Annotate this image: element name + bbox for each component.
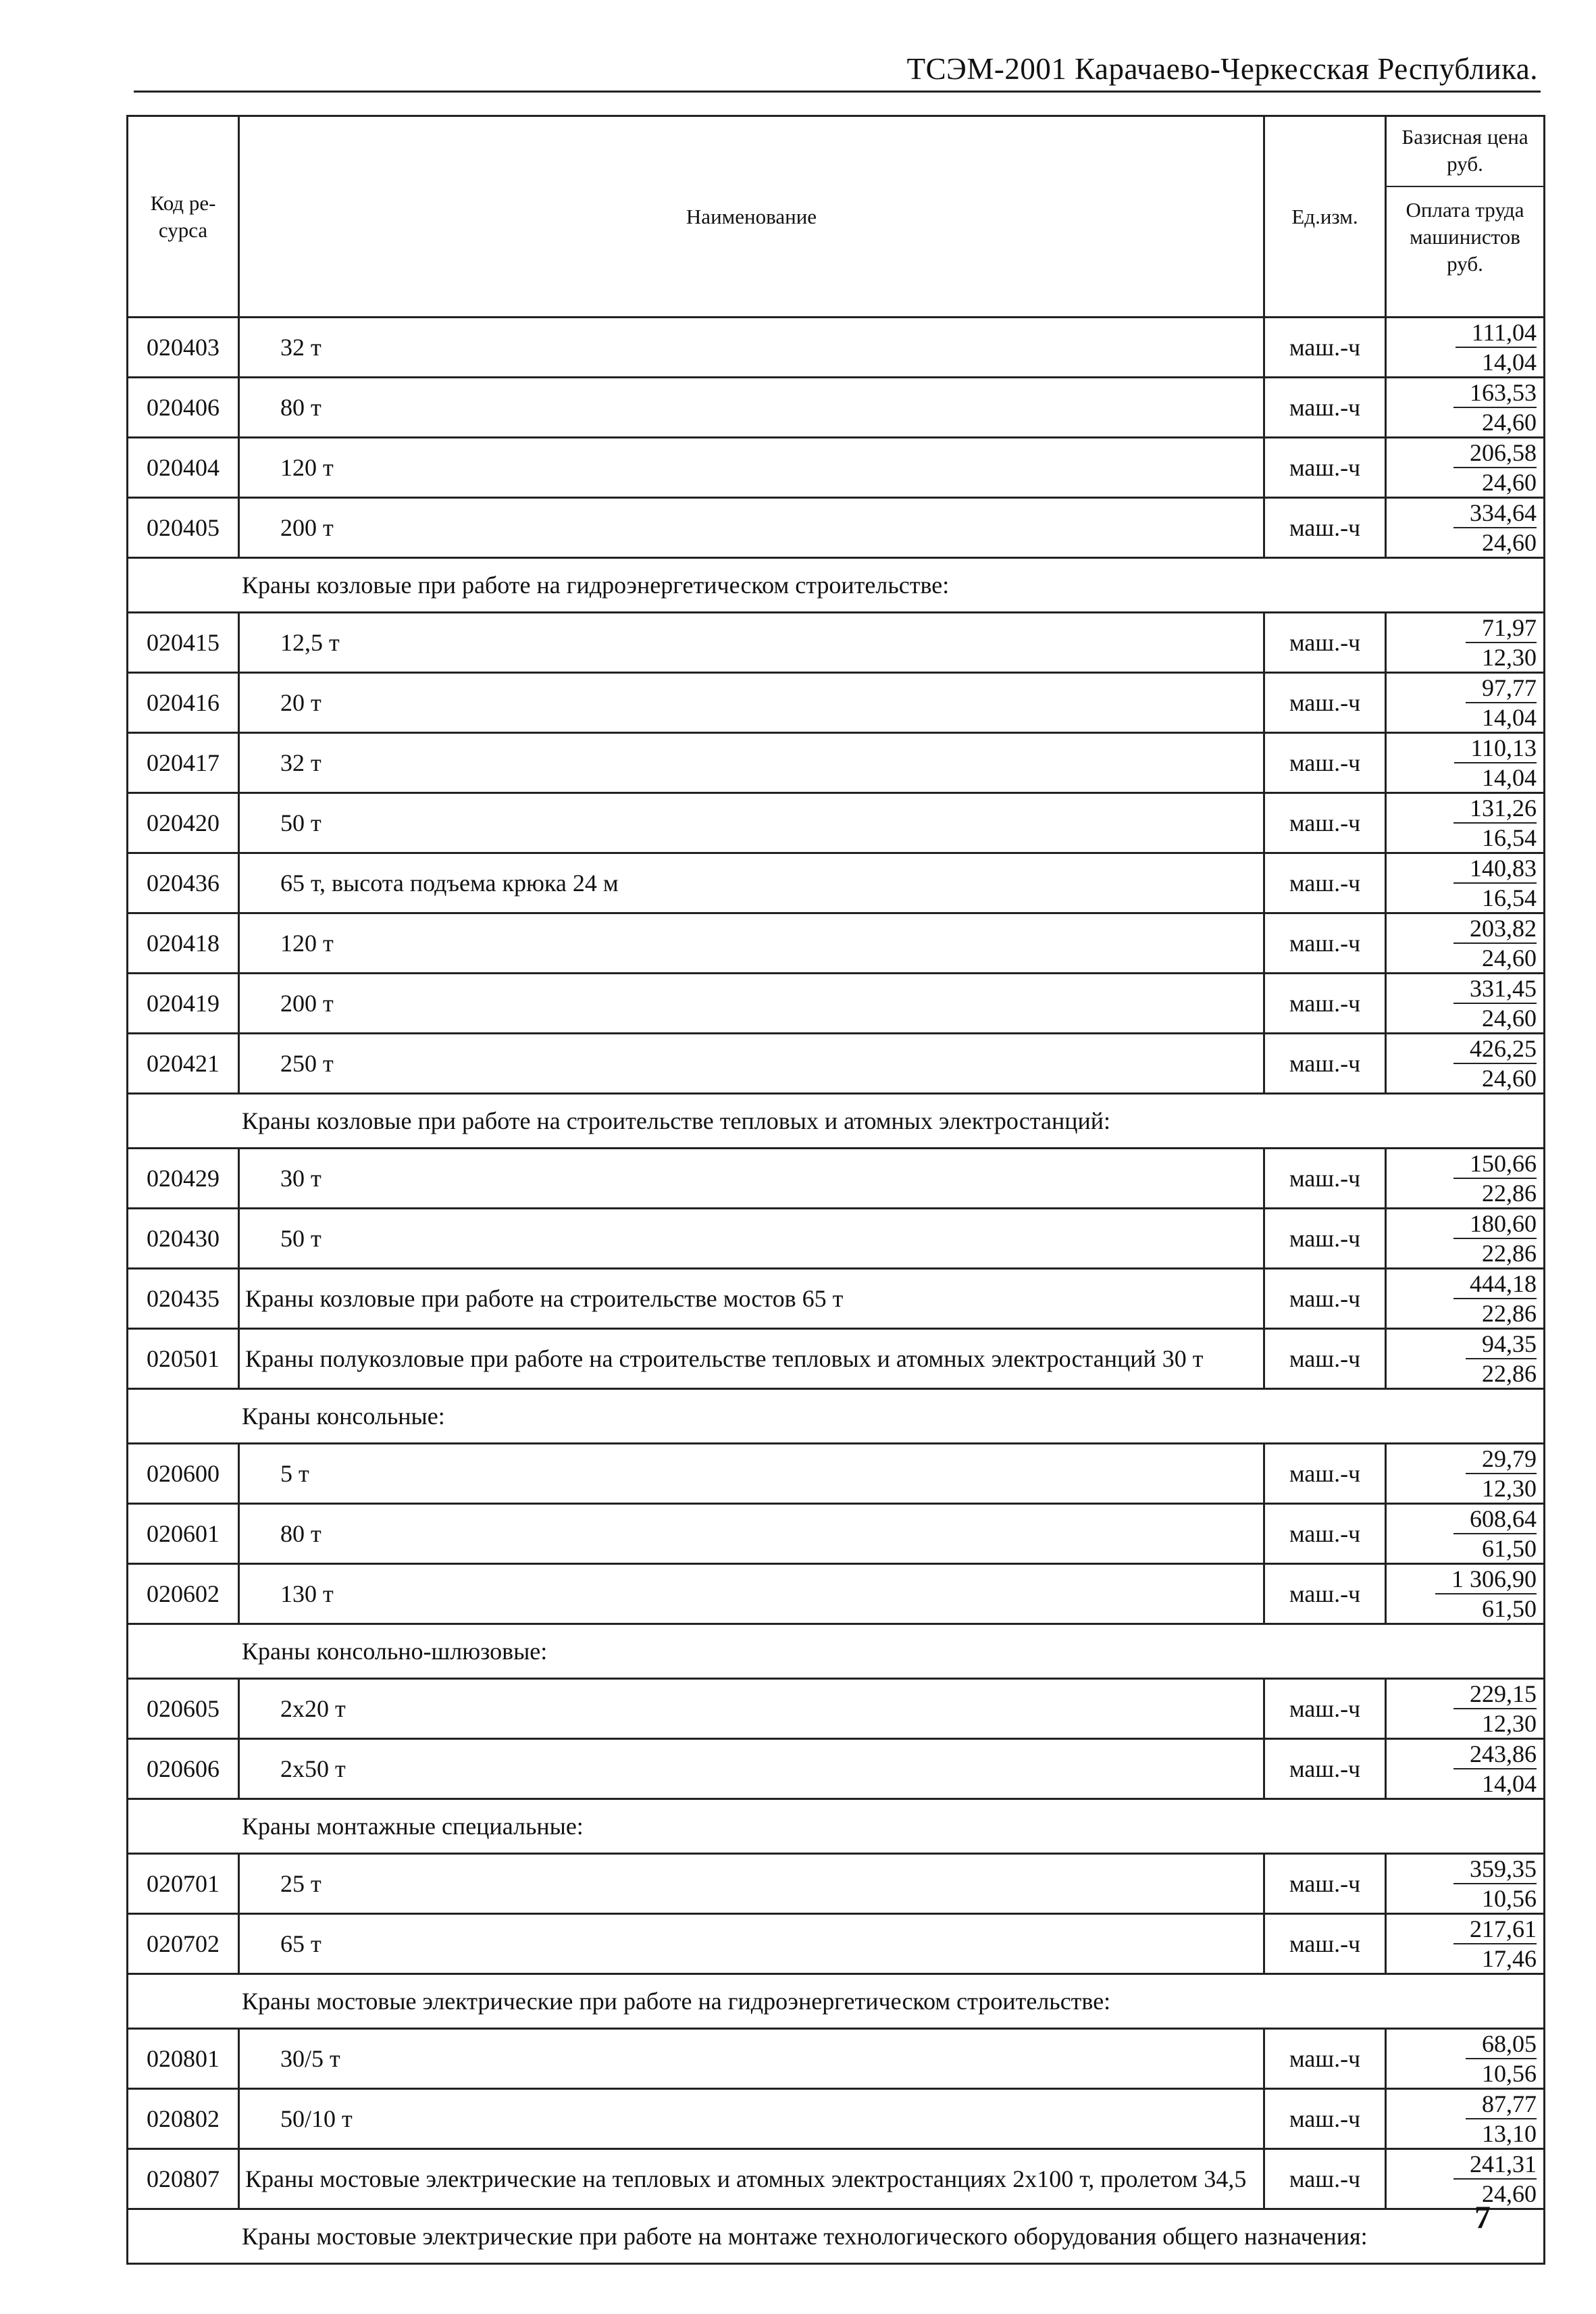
resource-name: 200 т <box>239 974 1264 1034</box>
resource-name: 25 т <box>239 1854 1264 1914</box>
section-title: Краны козловые при работе на строительстве тепловых и атомных электростанций: <box>128 1094 1545 1149</box>
table-row <box>128 1209 1545 1269</box>
base-price-value: 229,15 <box>1453 1680 1537 1709</box>
unit-cell: маш.-ч <box>1264 1269 1386 1329</box>
resource-name: 2х20 т <box>239 1679 1264 1739</box>
resource-name: 12,5 т <box>239 613 1264 673</box>
base-price-value: 163,53 <box>1453 378 1537 408</box>
unit-cell: маш.-ч <box>1264 1444 1386 1504</box>
price-cell <box>1386 2029 1545 2089</box>
resource-code: 020404 <box>128 438 239 498</box>
table-row <box>128 1269 1545 1329</box>
resource-name: 32 т <box>239 318 1264 378</box>
resource-name: Краны полукозловые при работе на строительстве тепловых и атомных электростанций 30 т <box>239 1329 1264 1389</box>
resource-code: 020416 <box>128 673 239 733</box>
unit-cell: маш.-ч <box>1264 974 1386 1034</box>
wage-value: 22,86 <box>1482 1300 1537 1327</box>
resource-name: 50 т <box>239 1209 1264 1269</box>
document-title: ТСЭМ-2001 Карачаево-Черкесская Республика. <box>906 52 1538 86</box>
unit-cell: маш.-ч <box>1264 2029 1386 2089</box>
unit-cell: маш.-ч <box>1264 1739 1386 1799</box>
table-row <box>128 1329 1545 1389</box>
header-code: Код ре-сурса <box>128 116 239 318</box>
unit-cell: маш.-ч <box>1264 1329 1386 1389</box>
resource-name: 65 т, высота подъема крюка 24 м <box>239 853 1264 913</box>
price-cell <box>1386 1739 1545 1799</box>
resource-code: 020601 <box>128 1504 239 1564</box>
header-price <box>1386 116 1545 318</box>
price-cell <box>1386 1914 1545 1974</box>
unit-cell: маш.-ч <box>1264 793 1386 853</box>
resource-code: 020605 <box>128 1679 239 1739</box>
resource-name: 250 т <box>239 1034 1264 1094</box>
table-row <box>128 2149 1545 2209</box>
price-cell <box>1386 2089 1545 2149</box>
section-row <box>128 558 1545 613</box>
wage-value: 10,56 <box>1482 1885 1537 1912</box>
section-title: Краны мостовые электрические при работе на монтаже технологического оборудования общего назначения: <box>128 2209 1545 2264</box>
base-price-value: 206,58 <box>1453 438 1537 468</box>
base-price-value: 29,79 <box>1466 1444 1537 1474</box>
section-row <box>128 1624 1545 1679</box>
base-price-value: 217,61 <box>1453 1915 1537 1944</box>
base-price-value: 426,25 <box>1453 1034 1537 1064</box>
base-price-value: 180,60 <box>1453 1209 1537 1239</box>
unit-cell: маш.-ч <box>1264 318 1386 378</box>
wage-value: 24,60 <box>1482 469 1537 496</box>
title-divider <box>134 91 1541 93</box>
wage-value: 12,30 <box>1482 1475 1537 1502</box>
base-price-value: 243,86 <box>1453 1740 1537 1769</box>
table-row <box>128 974 1545 1034</box>
resource-code: 020417 <box>128 733 239 793</box>
table-row <box>128 2029 1545 2089</box>
price-cell <box>1386 733 1545 793</box>
wage-value: 61,50 <box>1482 1595 1537 1622</box>
price-cell <box>1386 1679 1545 1739</box>
table-row <box>128 1679 1545 1739</box>
base-price-value: 1 306,90 <box>1435 1565 1537 1594</box>
wage-value: 14,04 <box>1482 349 1537 376</box>
wage-value: 24,60 <box>1482 409 1537 436</box>
section-title: Краны консольно-шлюзовые: <box>128 1624 1545 1679</box>
unit-cell: маш.-ч <box>1264 1149 1386 1209</box>
table-row <box>128 318 1545 378</box>
resource-code: 020702 <box>128 1914 239 1974</box>
price-cell <box>1386 793 1545 853</box>
base-price-value: 94,35 <box>1466 1330 1537 1359</box>
resource-code: 020419 <box>128 974 239 1034</box>
section-row <box>128 2209 1545 2264</box>
wage-value: 61,50 <box>1482 1535 1537 1562</box>
wage-value: 14,04 <box>1482 764 1537 791</box>
unit-cell: маш.-ч <box>1264 498 1386 558</box>
table-row <box>128 1504 1545 1564</box>
unit-cell: маш.-ч <box>1264 733 1386 793</box>
table-row <box>128 1564 1545 1624</box>
unit-cell: маш.-ч <box>1264 1504 1386 1564</box>
wage-value: 22,86 <box>1482 1180 1537 1207</box>
wage-value: 12,30 <box>1482 644 1537 671</box>
price-cell <box>1386 318 1545 378</box>
resource-code: 020602 <box>128 1564 239 1624</box>
price-cell <box>1386 498 1545 558</box>
price-cell <box>1386 1269 1545 1329</box>
section-title: Краны козловые при работе на гидроэнергетическом строительстве: <box>128 558 1545 613</box>
resource-code: 020701 <box>128 1854 239 1914</box>
base-price-value: 71,97 <box>1466 613 1537 643</box>
wage-value: 10,56 <box>1482 2060 1537 2087</box>
base-price-value: 331,45 <box>1453 974 1537 1004</box>
unit-cell: маш.-ч <box>1264 2149 1386 2209</box>
price-cell <box>1386 1034 1545 1094</box>
wage-value: 16,54 <box>1482 884 1537 911</box>
unit-cell: маш.-ч <box>1264 1914 1386 1974</box>
resource-code: 020406 <box>128 378 239 438</box>
price-cell <box>1386 438 1545 498</box>
table-row <box>128 673 1545 733</box>
table-row <box>128 378 1545 438</box>
price-cell <box>1386 913 1545 974</box>
resource-code: 020430 <box>128 1209 239 1269</box>
base-price-value: 131,26 <box>1453 794 1537 824</box>
base-price-value: 359,35 <box>1453 1855 1537 1884</box>
table-row <box>128 498 1545 558</box>
table-row <box>128 913 1545 974</box>
unit-cell: маш.-ч <box>1264 613 1386 673</box>
unit-cell: маш.-ч <box>1264 1209 1386 1269</box>
resource-name: 120 т <box>239 913 1264 974</box>
table-row <box>128 1149 1545 1209</box>
resource-code: 020420 <box>128 793 239 853</box>
base-price-value: 608,64 <box>1453 1505 1537 1534</box>
resource-code: 020501 <box>128 1329 239 1389</box>
wage-value: 24,60 <box>1482 2180 1537 2207</box>
base-price-value: 150,66 <box>1453 1149 1537 1179</box>
wage-value: 14,04 <box>1482 1770 1537 1797</box>
resource-name: 80 т <box>239 378 1264 438</box>
resource-name: 5 т <box>239 1444 1264 1504</box>
section-title: Краны монтажные специальные: <box>128 1799 1545 1854</box>
wage-value: 12,30 <box>1482 1710 1537 1737</box>
page-number: 7 <box>1474 2200 1491 2236</box>
base-price-value: 140,83 <box>1453 854 1537 884</box>
table-row <box>128 613 1545 673</box>
price-cell <box>1386 1329 1545 1389</box>
wage-value: 14,04 <box>1482 704 1537 731</box>
base-price-value: 241,31 <box>1453 2150 1537 2180</box>
unit-cell: маш.-ч <box>1264 853 1386 913</box>
wage-value: 24,60 <box>1482 1065 1537 1092</box>
table-row <box>128 438 1545 498</box>
price-cell <box>1386 974 1545 1034</box>
unit-cell: маш.-ч <box>1264 1854 1386 1914</box>
resource-code: 020801 <box>128 2029 239 2089</box>
wage-value: 22,86 <box>1482 1240 1537 1267</box>
price-cell <box>1386 853 1545 913</box>
resource-name: 32 т <box>239 733 1264 793</box>
resource-code: 020802 <box>128 2089 239 2149</box>
resource-code: 020429 <box>128 1149 239 1209</box>
table-row <box>128 1034 1545 1094</box>
table-header-row <box>128 116 1545 318</box>
price-cell <box>1386 1149 1545 1209</box>
section-title: Краны мостовые электрические при работе на гидроэнергетическом строительстве: <box>128 1974 1545 2029</box>
wage-value: 24,60 <box>1482 529 1537 556</box>
table-row <box>128 1914 1545 1974</box>
resource-name: 2х50 т <box>239 1739 1264 1799</box>
wage-value: 17,46 <box>1482 1945 1537 1972</box>
resource-name: 80 т <box>239 1504 1264 1564</box>
section-row <box>128 1389 1545 1444</box>
section-title: Краны консольные: <box>128 1389 1545 1444</box>
resource-name: Краны козловые при работе на строительстве мостов 65 т <box>239 1269 1264 1329</box>
price-cell <box>1386 2149 1545 2209</box>
price-cell <box>1386 673 1545 733</box>
unit-cell: маш.-ч <box>1264 1034 1386 1094</box>
table-row <box>128 853 1545 913</box>
resource-code: 020415 <box>128 613 239 673</box>
base-price-value: 203,82 <box>1453 914 1537 944</box>
resource-name: 50 т <box>239 793 1264 853</box>
unit-cell: маш.-ч <box>1264 673 1386 733</box>
resource-code: 020435 <box>128 1269 239 1329</box>
table-body <box>128 318 1545 2264</box>
price-cell <box>1386 1504 1545 1564</box>
wage-value: 22,86 <box>1482 1360 1537 1387</box>
resource-name: 30/5 т <box>239 2029 1264 2089</box>
resource-code: 020436 <box>128 853 239 913</box>
price-cell <box>1386 378 1545 438</box>
price-cell <box>1386 1564 1545 1624</box>
base-price-value: 111,04 <box>1456 318 1537 348</box>
wage-value: 24,60 <box>1482 945 1537 972</box>
unit-cell: маш.-ч <box>1264 378 1386 438</box>
header-wage: Оплата труда машинистов руб. <box>1406 198 1524 276</box>
resource-code: 020606 <box>128 1739 239 1799</box>
resource-code: 020405 <box>128 498 239 558</box>
price-cell <box>1386 613 1545 673</box>
section-row <box>128 1094 1545 1149</box>
resource-name: 200 т <box>239 498 1264 558</box>
wage-value: 24,60 <box>1482 1005 1537 1032</box>
resource-name: Краны мостовые электрические на тепловых и атомных электростанциях 2х100 т, пролетом 34,5 <box>239 2149 1264 2209</box>
wage-value: 16,54 <box>1482 824 1537 851</box>
unit-cell: маш.-ч <box>1264 1564 1386 1624</box>
table-row <box>128 733 1545 793</box>
base-price-value: 334,64 <box>1453 499 1537 528</box>
resource-name: 30 т <box>239 1149 1264 1209</box>
resource-code: 020403 <box>128 318 239 378</box>
resource-code: 020418 <box>128 913 239 974</box>
resource-name: 65 т <box>239 1914 1264 1974</box>
unit-cell: маш.-ч <box>1264 913 1386 974</box>
resource-name: 20 т <box>239 673 1264 733</box>
base-price-value: 87,77 <box>1466 2090 1537 2119</box>
header-unit: Ед.изм. <box>1264 116 1386 318</box>
table-row <box>128 793 1545 853</box>
price-cell <box>1386 1444 1545 1504</box>
section-row <box>128 1974 1545 2029</box>
price-table <box>126 115 1545 2265</box>
resource-code: 020807 <box>128 2149 239 2209</box>
base-price-value: 97,77 <box>1466 674 1537 703</box>
price-cell <box>1386 1854 1545 1914</box>
table-row <box>128 1854 1545 1914</box>
table-row <box>128 1739 1545 1799</box>
header-base-price: Базисная цена руб. <box>1387 117 1543 187</box>
wage-value: 13,10 <box>1482 2120 1537 2147</box>
resource-name: 130 т <box>239 1564 1264 1624</box>
price-cell <box>1386 1209 1545 1269</box>
header-name: Наименование <box>239 116 1264 318</box>
unit-cell: маш.-ч <box>1264 2089 1386 2149</box>
base-price-value: 444,18 <box>1453 1269 1537 1299</box>
resource-code: 020600 <box>128 1444 239 1504</box>
unit-cell: маш.-ч <box>1264 438 1386 498</box>
table-row <box>128 1444 1545 1504</box>
table-row <box>128 2089 1545 2149</box>
base-price-value: 110,13 <box>1454 734 1537 763</box>
resource-code: 020421 <box>128 1034 239 1094</box>
resource-name: 120 т <box>239 438 1264 498</box>
section-row <box>128 1799 1545 1854</box>
resource-name: 50/10 т <box>239 2089 1264 2149</box>
base-price-value: 68,05 <box>1466 2030 1537 2059</box>
unit-cell: маш.-ч <box>1264 1679 1386 1739</box>
